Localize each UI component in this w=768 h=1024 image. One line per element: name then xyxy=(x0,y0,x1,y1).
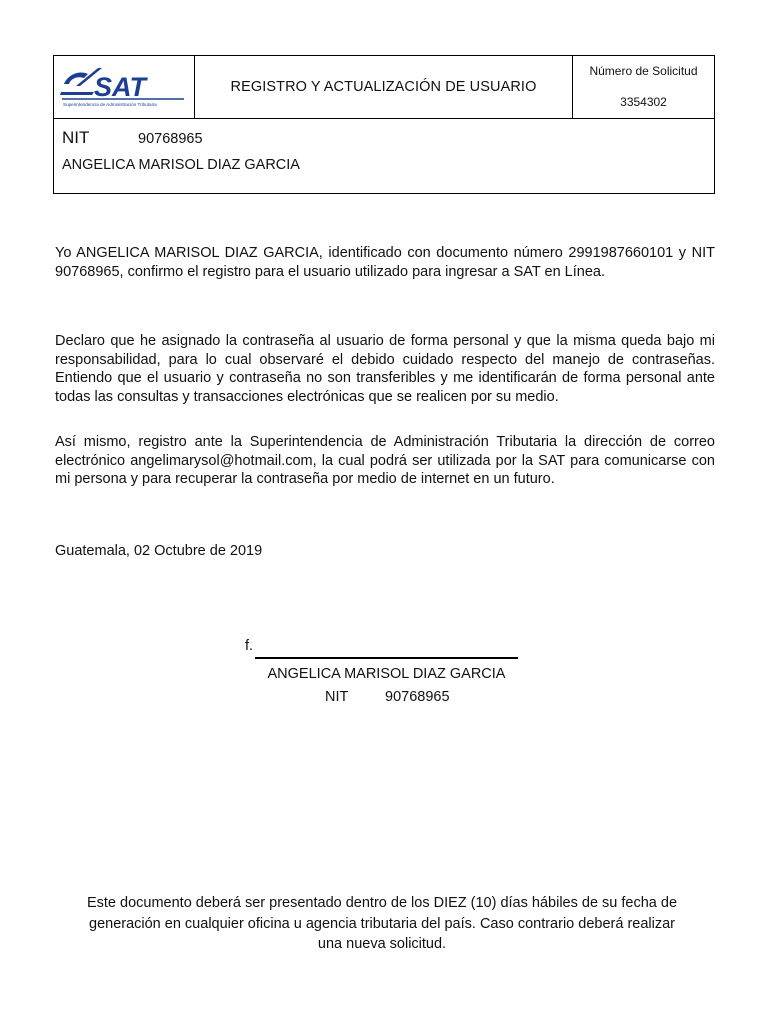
nit-label: NIT xyxy=(62,128,90,147)
full-name: ANGELICA MARISOL DIAZ GARCIA xyxy=(62,157,300,173)
sat-logo xyxy=(54,56,195,118)
sat-logo-graphic xyxy=(54,56,194,120)
header-table xyxy=(53,55,715,119)
signature-f-label: f. xyxy=(245,638,254,654)
solicitud-cell xyxy=(573,56,714,118)
solicitud-label: Número de Solicitud xyxy=(589,64,698,78)
signature-nit-value: 90768965 xyxy=(385,689,450,705)
paragraph-declaration: Declaro que he asignado la contraseña al usuario de forma personal y que la misma queda bajo mi responsabilidad, para lo cual observaré el debido cuidado respecto del manejo de contraseñas. Entiendo que el usuario y contraseña no son transferibles y me identificarán de forma personal ante todas las consultas y transacciones electrónicas que se realicen por su medio. xyxy=(55,333,715,405)
logo-subtitle: Superintendencia de Administración Tributaria xyxy=(63,102,157,107)
document-title: REGISTRO Y ACTUALIZACIÓN DE USUARIO xyxy=(195,56,573,118)
paragraph-email: Así mismo, registro ante la Superintendencia de Administración Tributaria la dirección de correo electrónico angelimarysol@hotmail.com, la cual podrá ser utilizada por la SAT para comunicarse con mi persona y para recuperar la contraseña por medio de internet en un futuro. xyxy=(55,434,715,487)
date-line: Guatemala, 02 Octubre de 2019 xyxy=(55,543,263,559)
solicitud-number: 3354302 xyxy=(620,95,667,109)
footer-notice: Este documento deberá ser presentado dentro de los DIEZ (10) días hábiles de su fecha de generación en cualquier oficina u agencia tributaria del país. Caso contrario deberá realizar una nueva solicitud. xyxy=(86,895,678,952)
nit-value: 90768965 xyxy=(138,131,203,147)
logo-text: SAT xyxy=(94,72,146,102)
signature-name: ANGELICA MARISOL DIAZ GARCIA xyxy=(267,666,506,682)
identity-box xyxy=(53,118,715,194)
signature-nit-label: NIT xyxy=(325,689,349,705)
paragraph-confirmation: Yo ANGELICA MARISOL DIAZ GARCIA, identificado con documento número 2991987660101 y NIT 90768965, confirmo el registro para el usuario utilizado para ingresar a SAT en Línea. xyxy=(55,245,715,280)
signature-line xyxy=(255,657,518,659)
